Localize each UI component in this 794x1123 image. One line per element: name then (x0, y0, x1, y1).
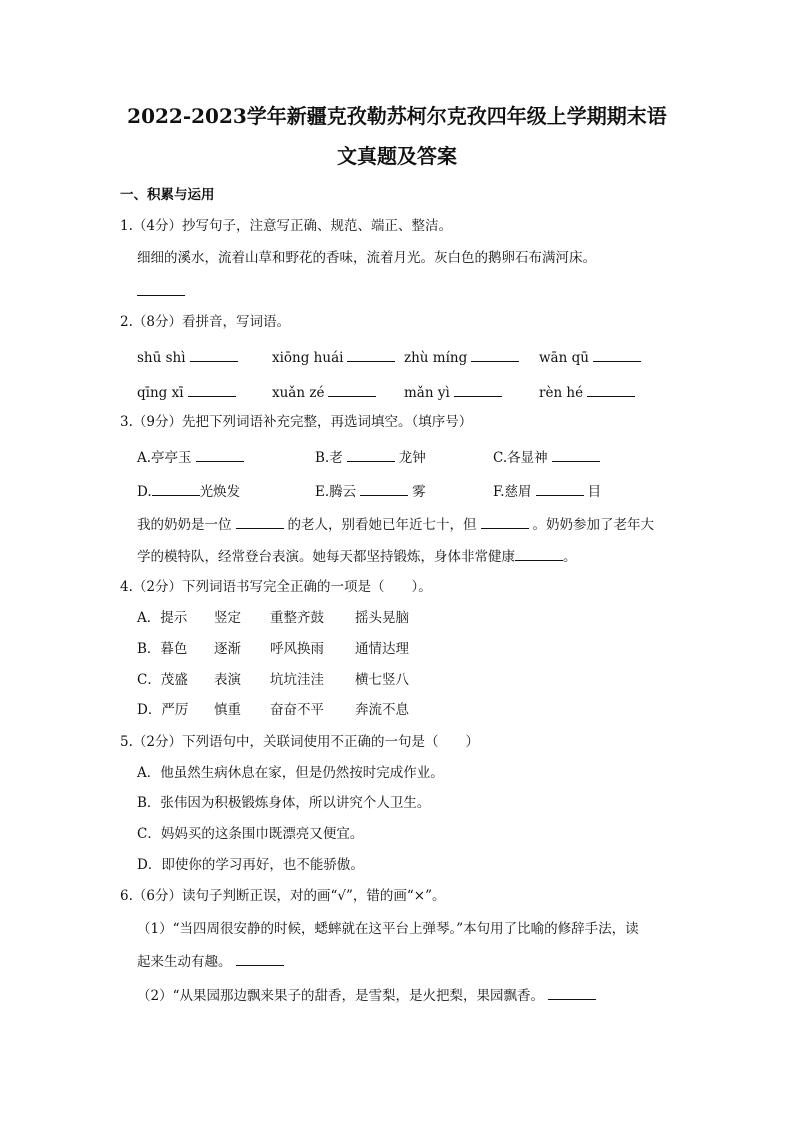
answer-blank[interactable] (593, 347, 641, 362)
q4-option-word: 摇头晃脑 (355, 610, 409, 626)
text-segment: （2）“从果园那边飘来果子的甜香，是雪梨，是火把梨，果园飘香。 (137, 988, 544, 1004)
text-segment: zhù míng (404, 350, 468, 366)
q3-option-e (315, 481, 426, 501)
q4-option-word: 奋奋不平 (270, 702, 324, 718)
text-segment: 起来生动有趣。 (137, 954, 232, 970)
text-segment: 。奶奶参加了老年大 (532, 517, 654, 533)
text-segment: rèn hé (539, 385, 584, 401)
q1-sentence: 细细的溪水，流着山草和野花的香味，流着月光。灰白色的鹅卵石布满河床。 (137, 250, 596, 266)
text-segment: shū shì (137, 350, 186, 366)
pinyin-item (137, 382, 240, 402)
q4-option-word: 表演 (214, 672, 241, 688)
q5-stem: 5.（2分）下列语句中，关联词使用不正确的一句是（ ） (120, 734, 479, 750)
q1-stem: 1.（4分）抄写句子，注意写正确、规范、端正、整洁。 (120, 218, 452, 234)
answer-blank[interactable] (515, 546, 563, 561)
q5-option[interactable]: A．他虽然生病休息在家，但是仍然按时完成作业。 (137, 765, 444, 781)
text-segment: B.老 (315, 450, 343, 466)
answer-blank[interactable] (548, 985, 596, 1000)
q4-option-word: 逐渐 (214, 641, 241, 657)
text-segment: 光焕发 (199, 484, 241, 500)
q3-passage-line2 (137, 546, 577, 566)
section-heading: 一、积累与运用 (120, 187, 215, 203)
q3-option-d (137, 481, 240, 501)
text-segment: 我的奶奶是一位 (137, 517, 232, 533)
q3-option-a (137, 447, 248, 467)
answer-blank[interactable] (328, 382, 376, 397)
answer-blank[interactable] (137, 281, 185, 296)
pinyin-item (404, 347, 523, 367)
pinyin-item (272, 347, 399, 367)
text-segment: 的老人，别看她已年近七十，但 (287, 517, 477, 533)
answer-blank[interactable] (152, 481, 200, 496)
text-segment: 。 (563, 549, 577, 565)
q4-option-word: 重整齐鼓 (270, 610, 324, 626)
pinyin-item (404, 382, 506, 402)
text-segment: 雾 (412, 484, 426, 500)
q3-option-b (315, 447, 426, 467)
answer-blank[interactable] (188, 382, 236, 397)
q2-stem: 2.（8分）看拼音，写词语。 (120, 314, 290, 330)
q4-option[interactable]: D．严厉 (137, 702, 189, 718)
q6-item1-line2 (137, 951, 288, 971)
q4-option-word: 竖定 (214, 610, 241, 626)
answer-blank[interactable] (236, 514, 284, 529)
q5-option[interactable]: B．张伟因为积极锻炼身体，所以讲究个人卫生。 (137, 795, 431, 811)
answer-blank[interactable] (360, 481, 408, 496)
doc-title-line1: 2022-2023学年新疆克孜勒苏柯尔克孜四年级上学期期末语 (127, 104, 667, 128)
answer-blank[interactable] (552, 447, 600, 462)
pinyin-item (539, 382, 639, 402)
text-segment: xuǎn zé (272, 385, 325, 401)
q3-option-f (493, 481, 601, 501)
q3-passage-line1 (137, 514, 654, 534)
pinyin-item (539, 347, 645, 367)
text-segment: A.亭亭玉 (137, 450, 192, 466)
text-segment: F.慈眉 (493, 484, 532, 500)
q4-option-word: 奔流不息 (355, 702, 409, 718)
q6-item2 (137, 985, 600, 1005)
answer-blank[interactable] (196, 447, 244, 462)
q5-option[interactable]: D．即使你的学习再好，也不能骄傲。 (137, 857, 364, 873)
answer-blank[interactable] (347, 347, 395, 362)
answer-blank[interactable] (471, 347, 519, 362)
q3-option-c (493, 447, 604, 467)
answer-blank[interactable] (190, 347, 238, 362)
answer-blank[interactable] (587, 382, 635, 397)
text-segment: wān qū (539, 350, 589, 366)
text-segment: qīng xī (137, 385, 184, 401)
q4-option-word: 慎重 (214, 702, 241, 718)
text-segment: 目 (587, 484, 602, 500)
pinyin-item (272, 382, 380, 402)
q4-option-word: 坑坑洼洼 (270, 672, 324, 688)
q6-stem: 6.（6分）读句子判断正误，对的画“√”，错的画“×”。 (120, 888, 446, 904)
doc-title-line2: 文真题及答案 (337, 144, 457, 168)
text-segment: xiōng huái (272, 350, 344, 366)
answer-blank[interactable] (481, 514, 529, 529)
q3-stem: 3.（9分）先把下列词语补充完整，再选词填空。（填序号） (120, 414, 473, 430)
text-segment: 龙钟 (398, 450, 426, 466)
q4-option[interactable]: A．提示 (137, 610, 188, 626)
pinyin-item (137, 347, 242, 367)
q4-option-word: 呼风换雨 (270, 641, 324, 657)
q4-option-word: 通情达理 (355, 641, 409, 657)
text-segment: C.各显神 (493, 450, 548, 466)
q4-option[interactable]: B．暮色 (137, 641, 188, 657)
q6-item1-line1: （1）“当四周很安静的时候，蟋蟀就在这平台上弹琴。”本句用了比喻的修辞手法，读 (137, 921, 639, 937)
answer-blank[interactable] (536, 481, 584, 496)
text-segment: D. (137, 484, 152, 500)
text-segment: mǎn yì (404, 385, 450, 401)
q1-answer-blank[interactable] (137, 281, 185, 301)
q4-option-word: 横七竖八 (355, 672, 409, 688)
q4-option[interactable]: C．茂盛 (137, 672, 188, 688)
answer-blank[interactable] (454, 382, 502, 397)
q5-option[interactable]: C．妈妈买的这条围巾既漂亮又便宜。 (137, 826, 364, 842)
text-segment: 学的模特队，经常登台表演。她每天都坚持锻炼，身体非常健康 (137, 549, 515, 565)
q4-stem: 4.（2分）下列词语书写完全正确的一项是（ ）。 (120, 579, 432, 595)
answer-blank[interactable] (236, 951, 284, 966)
answer-blank[interactable] (347, 447, 395, 462)
text-segment: E.腾云 (315, 484, 357, 500)
